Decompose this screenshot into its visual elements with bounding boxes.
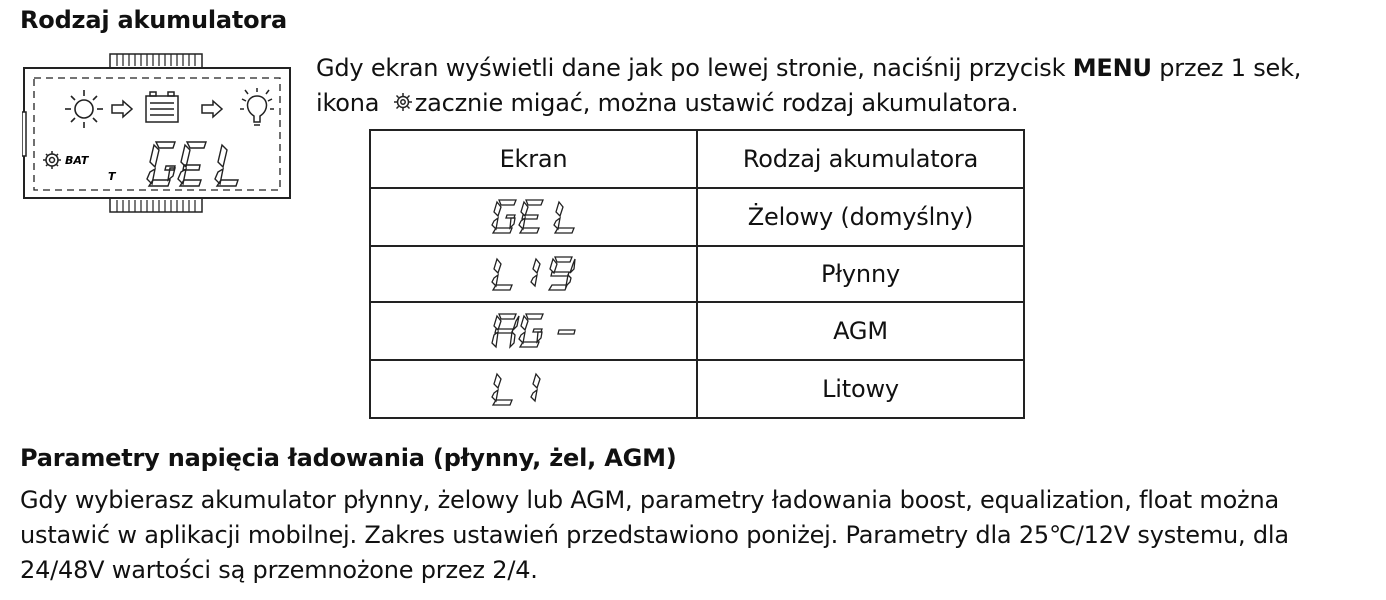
battery-type-instructions: Gdy ekran wyświetli dane jak po lewej stronie, naciśnij przycisk MENU przez 1 sek, ikona zacznie migać, można ustawić rodzaj akumulatora.	[316, 54, 1302, 117]
lcd-top-connector	[110, 54, 202, 68]
lcd-display-illustration	[22, 52, 292, 218]
table-row	[370, 188, 1024, 246]
battery-type-cell: Żelowy (domyślny)	[697, 188, 1024, 246]
battery-type-cell: Płynny	[697, 246, 1024, 302]
lcd-t-label: T	[108, 170, 116, 183]
segment-display-l1	[489, 369, 579, 409]
battery-type-table	[369, 129, 1025, 419]
table-row	[370, 360, 1024, 418]
battery-type-cell: AGM	[697, 302, 1024, 360]
segment-display-l19	[489, 254, 579, 294]
screen-cell	[370, 360, 697, 418]
battery-type-cell: Litowy	[697, 360, 1024, 418]
segment-display-gel	[489, 197, 579, 237]
lcd-frame	[24, 68, 290, 198]
battery-icon	[146, 92, 178, 122]
lcd-bottom-connector	[110, 198, 202, 212]
table-header-battery-type: Rodzaj akumulatora	[697, 130, 1024, 188]
menu-keyword: MENU	[1072, 54, 1152, 82]
lcd-inner-area	[34, 78, 280, 190]
table-row	[370, 246, 1024, 302]
table-header-screen: Ekran	[370, 130, 697, 188]
bulb-icon	[240, 88, 274, 125]
segment-display-ag	[489, 311, 579, 351]
arrow-right-icon	[112, 101, 132, 117]
table-row	[370, 302, 1024, 360]
arrow-right-icon	[202, 101, 222, 117]
gear-icon	[393, 92, 413, 112]
section-title-charging-parameters: Parametry napięcia ładowania (płynny, żel, AGM)	[20, 444, 677, 472]
gear-icon	[43, 151, 61, 169]
lcd-segment-display	[147, 142, 238, 186]
screen-cell	[370, 302, 697, 360]
screen-cell	[370, 188, 697, 246]
charging-parameters-text: Gdy wybierasz akumulator płynny, żelowy lub AGM, parametry ładowania boost, equalization, float można ustawić w aplikacji mobilnej. Zakres ustawień przedstawiono poniżej. Parametry dla 25℃/12V systemu, dla 24/48V wartości są przemnożone przez 2/4.	[20, 486, 1289, 584]
section-title-battery-type: Rodzaj akumulatora	[20, 6, 288, 34]
lcd-bat-label: BAT	[65, 154, 89, 167]
screen-cell	[370, 246, 697, 302]
sun-icon	[65, 90, 103, 128]
table-header-row	[370, 130, 1024, 188]
